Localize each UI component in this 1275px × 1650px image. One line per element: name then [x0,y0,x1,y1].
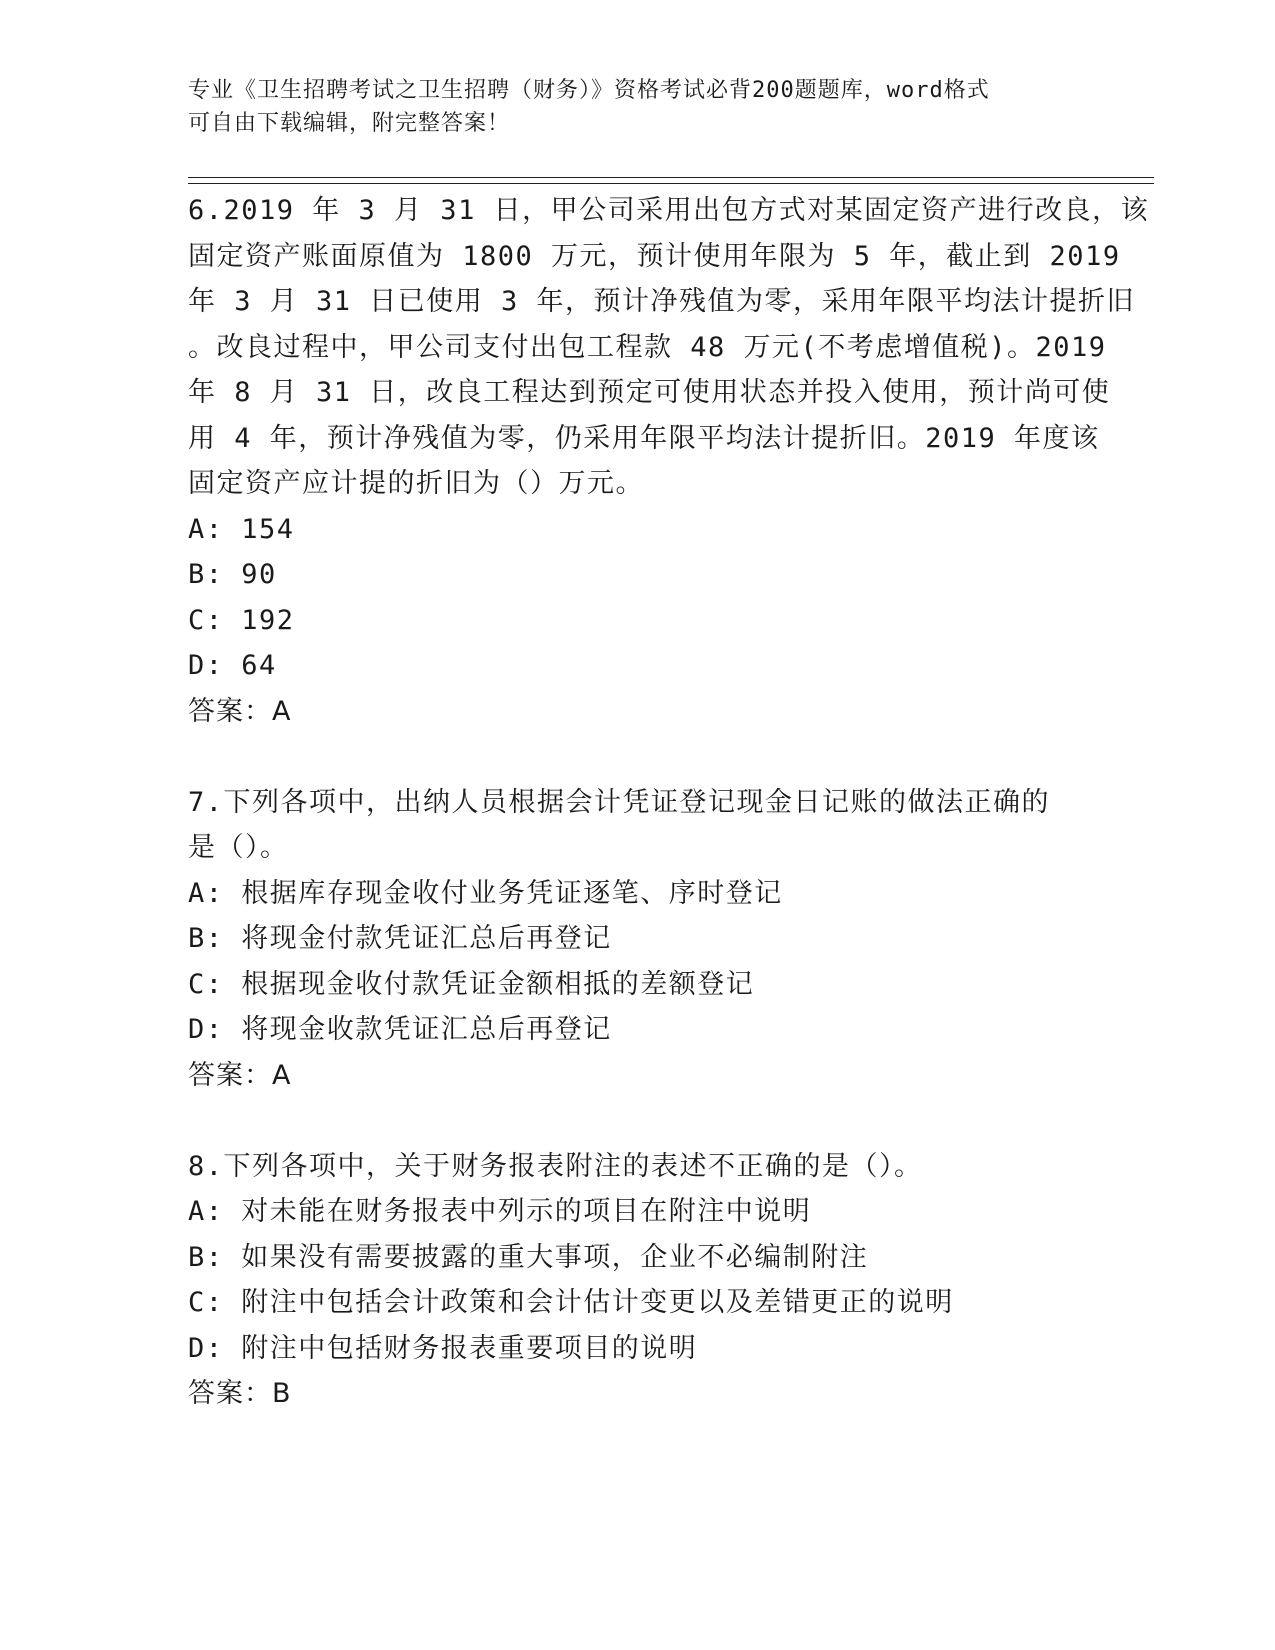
question-7 [188,780,1088,1099]
option-c: C: 附注中包括会计政策和会计估计变更以及差错更正的说明 [188,1287,954,1318]
answer: 答案：A [188,695,292,727]
question-text-line: 年 3 月 31 日已使用 3 年，预计净残值为零，采用年限平均法计提折旧 [188,286,1136,317]
question-text-line: 7.下列各项中，出纳人员根据会计凭证登记现金日记账的做法正确的 [188,786,1051,818]
question-spacer [188,734,1088,780]
option-a: A: 对未能在财务报表中列示的项目在附注中说明 [188,1196,812,1227]
question-text-line: 固定资产应计提的折旧为（）万元。 [188,468,644,499]
option-a: A: 根据库存现金收付业务凭证逐笔、序时登记 [188,877,783,909]
question-text-line: 年 8 月 31 日，改良工程达到预定可使用状态并投入使用，预计尚可使 [188,377,1111,408]
answer: 答案：B [188,1378,292,1409]
question-6 [188,188,1150,734]
option-c: C: 192 [188,604,295,636]
question-text-line: 固定资产账面原值为 1800 万元，预计使用年限为 5 年，截止到 2019 [188,240,1121,272]
header-divider-top [188,177,1154,178]
option-a: A: 154 [188,513,295,545]
question-text-line: 用 4 年，预计净残值为零，仍采用年限平均法计提折旧。2019 年度该 [188,422,1100,454]
header-line-1: 专业《卫生招聘考试之卫生招聘（财务）》资格考试必背200题题库，word格式 [188,78,990,103]
option-b: B: 如果没有需要披露的重大事项，企业不必编制附注 [188,1241,869,1273]
option-c: C: 根据现金收付款凭证金额相抵的差额登记 [188,968,755,1000]
document-header [188,74,1088,140]
question-text-line: 6.2019 年 3 月 31 日，甲公司采用出包方式对某固定资产进行改良，该 [188,195,1150,226]
question-list [188,188,1150,1417]
question-text-line: 是（）。 [188,832,289,863]
option-d: D: 将现金收款凭证汇总后再登记 [188,1014,612,1045]
header-divider-bottom [188,183,1154,184]
option-b: B: 90 [188,559,277,590]
question-8 [188,1144,1088,1417]
question-text-line: 。改良过程中，甲公司支付出包工程款 48 万元(不考虑增值税)。2019 [188,331,1107,363]
question-spacer [188,1098,1088,1144]
question-text-line: 8.下列各项中，关于财务报表附注的表述不正确的是（）。 [188,1150,923,1182]
header-line-2: 可自由下载编辑，附完整答案！ [188,111,511,136]
option-b: B: 将现金付款凭证汇总后再登记 [188,923,612,954]
answer: 答案：A [188,1059,292,1091]
option-d: D: 附注中包括财务报表重要项目的说明 [188,1332,698,1364]
option-d: D: 64 [188,650,277,681]
